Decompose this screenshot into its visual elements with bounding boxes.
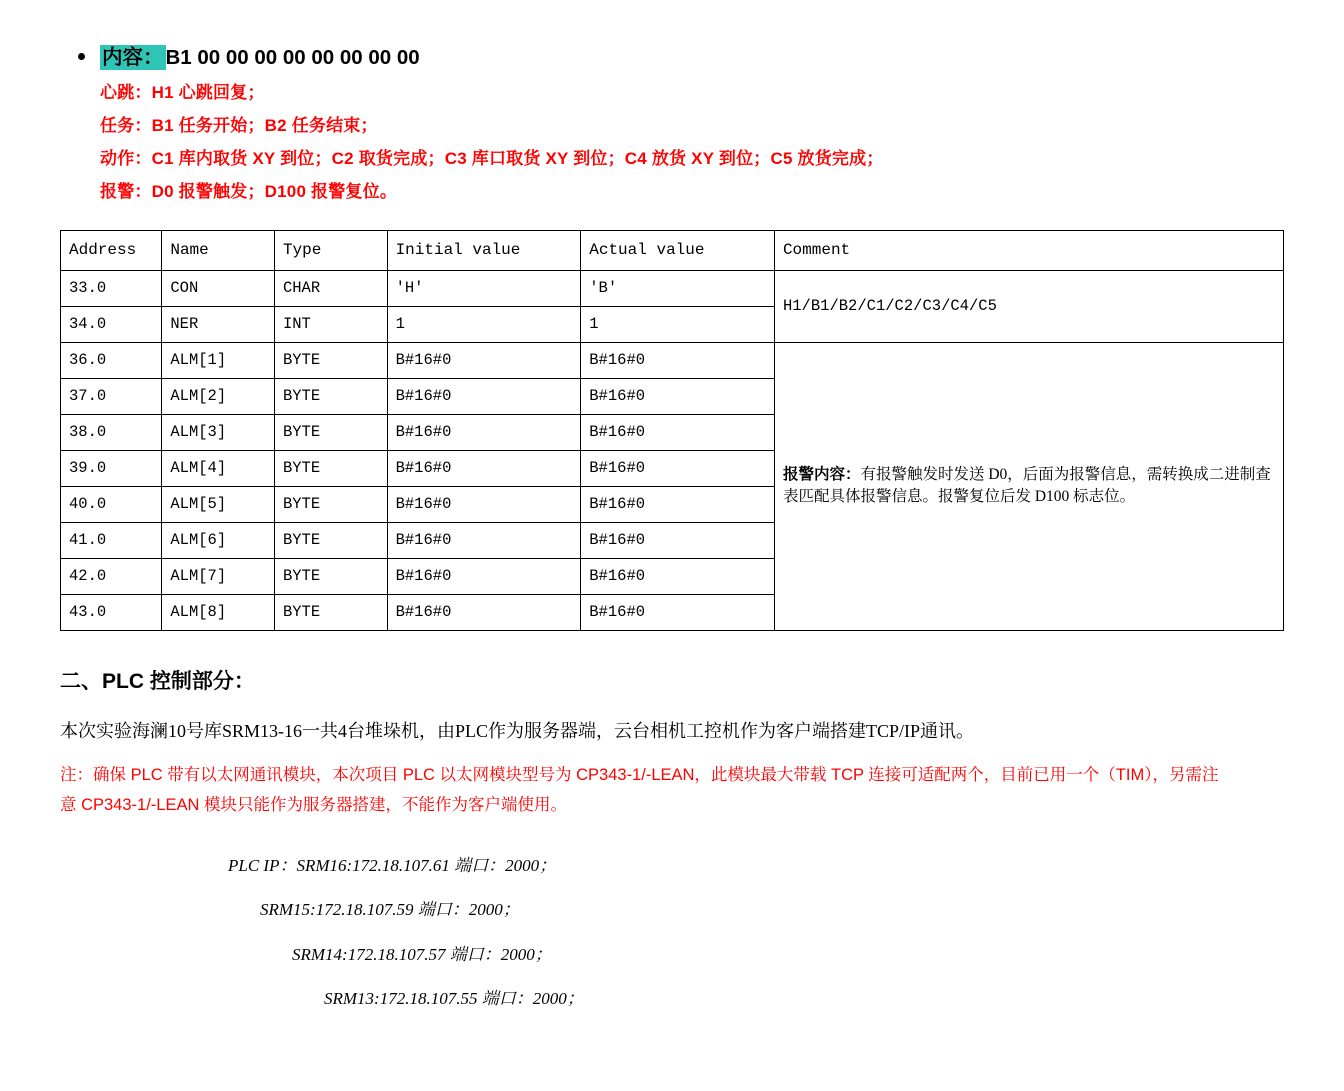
col-header-initial-value: Initial value [387,231,581,271]
col-header-type: Type [274,231,387,271]
cell-type: BYTE [274,343,387,379]
cell-type: BYTE [274,379,387,415]
cell-name: ALM[8] [162,595,275,631]
protocol-notes [100,76,1284,209]
comment-alarm-title: 报警内容： [782,465,861,483]
cell-address: 43.0 [61,595,162,631]
cell-address: 37.0 [61,379,162,415]
cell-comment-group-2 [774,343,1283,631]
content-line [100,44,1284,72]
cell-actual: B#16#0 [581,415,775,451]
protocol-note-heartbeat: 心跳：H1 心跳回复； [100,82,265,102]
cell-name: ALM[2] [162,379,275,415]
cell-name: ALM[4] [162,451,275,487]
cell-actual: B#16#0 [581,595,775,631]
variable-table [60,230,1284,631]
cell-comment-group-1: H1/B1/B2/C1/C2/C3/C4/C5 [774,271,1283,343]
col-header-comment: Comment [774,231,1283,271]
cell-name: ALM[5] [162,487,275,523]
section-paragraph: 本次实验海澜10号库SRM13-16一共4台堆垛机，由PLC作为服务器端，云台相机工控机作为客户端搭建TCP/IP通讯。 [60,721,975,742]
content-label: 内容： [102,46,164,69]
col-header-actual-value: Actual value [581,231,775,271]
plc-ip-line: SRM15:172.18.107.59 端口：2000； [260,900,520,920]
cell-type: BYTE [274,487,387,523]
cell-address: 34.0 [61,307,162,343]
cell-initial: B#16#0 [387,415,581,451]
protocol-note-action: 动作：C1 库内取货 XY 到位；C2 取货完成；C3 库口取货 XY 到位；C4 放货 XY 到位；C5 放货完成； [100,148,884,168]
cell-initial: B#16#0 [387,379,581,415]
cell-actual: B#16#0 [581,379,775,415]
cell-address: 42.0 [61,559,162,595]
cell-name: ALM[7] [162,559,275,595]
cell-initial: B#16#0 [387,451,581,487]
section-note: 注：确保 PLC 带有以太网通讯模块，本次项目 PLC 以太网模块型号为 CP343-1/-LEAN，此模块最大带载 TCP 连接可适配两个，目前已用一个（TIM），另需注意 CP343-1/-LEAN 模块只能作为服务器搭建，不能作为客户端使用。 [60,765,1219,814]
plc-ip-line: SRM13:172.18.107.55 端口：2000； [324,988,584,1008]
cell-actual: 1 [581,307,775,343]
plc-ip-list [60,844,1284,1021]
cell-actual: B#16#0 [581,559,775,595]
content-value: B1 00 00 00 00 00 00 00 00 [165,46,420,69]
cell-name: ALM[1] [162,343,275,379]
cell-address: 40.0 [61,487,162,523]
protocol-note-task: 任务：B1 任务开始；B2 任务结束； [100,115,378,135]
cell-address: 36.0 [61,343,162,379]
cell-actual: B#16#0 [581,523,775,559]
cell-initial: 1 [387,307,581,343]
comment-alarm-body: 有报警触发时发送 D0，后面为报警信息，需转换成二进制查表匹配具体报警信息。报警复位后发 D100 标志位。 [782,465,1271,506]
table-row [61,271,1284,307]
section-heading-plc: 二、PLC 控制部分： [60,670,255,694]
cell-actual: 'B' [581,271,775,307]
cell-name: ALM[3] [162,415,275,451]
plc-ip-line: PLC IP：SRM16:172.18.107.61 端口：2000； [228,856,557,876]
cell-name: NER [162,307,275,343]
cell-initial: B#16#0 [387,343,581,379]
plc-ip-line: SRM14:172.18.107.57 端口：2000； [292,944,552,964]
cell-initial: B#16#0 [387,595,581,631]
cell-type: BYTE [274,523,387,559]
cell-initial: 'H' [387,271,581,307]
cell-type: BYTE [274,415,387,451]
col-header-name: Name [162,231,275,271]
cell-type: CHAR [274,271,387,307]
content-bullet-block [100,44,1284,208]
cell-initial: B#16#0 [387,559,581,595]
cell-address: 33.0 [61,271,162,307]
cell-address: 38.0 [61,415,162,451]
cell-actual: B#16#0 [581,343,775,379]
col-header-address: Address [61,231,162,271]
cell-type: BYTE [274,595,387,631]
table-header-row [61,231,1284,271]
cell-initial: B#16#0 [387,487,581,523]
bullet-dot-icon [78,53,85,60]
cell-type: BYTE [274,559,387,595]
cell-address: 39.0 [61,451,162,487]
cell-actual: B#16#0 [581,487,775,523]
table-row [61,343,1284,379]
cell-address: 41.0 [61,523,162,559]
cell-actual: B#16#0 [581,451,775,487]
protocol-note-alarm: 报警：D0 报警触发；D100 报警复位。 [100,182,398,202]
cell-type: BYTE [274,451,387,487]
cell-name: CON [162,271,275,307]
cell-type: INT [274,307,387,343]
cell-name: ALM[6] [162,523,275,559]
cell-initial: B#16#0 [387,523,581,559]
